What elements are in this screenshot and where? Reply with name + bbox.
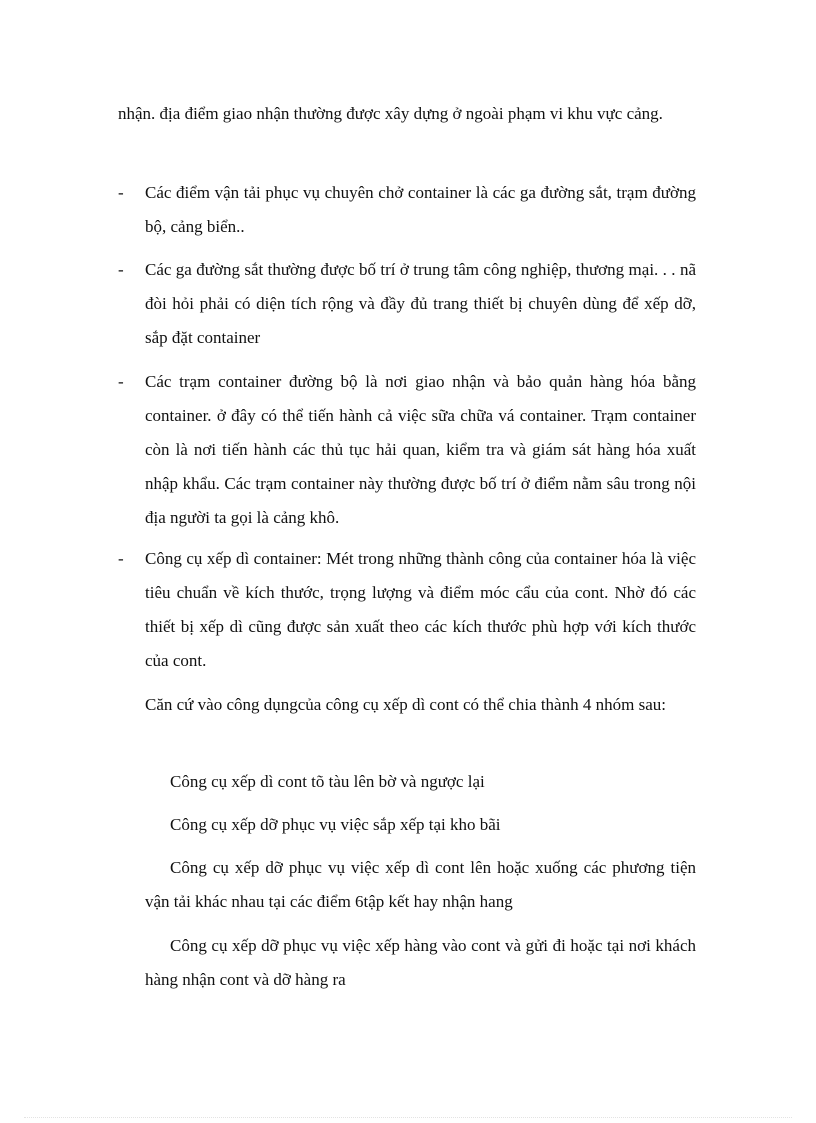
list-item-text: Công cụ xếp dì container: Mét trong những thành công của container hóa là việc tiêu chuẩn về kích thước, trọng lượng và điểm móc cẩu của cont. Nhờ đó các thiết bị xếp dì cũng được sản xuất theo các kích thước phù hợp với kích thước của cont. xyxy=(145,549,696,670)
group-item: Công cụ xếp dỡ phục vụ việc sắp xếp tại kho bãi xyxy=(170,815,501,834)
list-item xyxy=(118,176,696,244)
group-item: Công cụ xếp dỡ phục vụ việc xếp hàng vào cont và gửi đi hoặc tại nơi khách hàng nhận cont và dỡ hàng ra xyxy=(145,936,696,989)
list-item-text: Các ga đường sắt thường được bố trí ở trung tâm công nghiệp, thương mại. . . nã đòi hỏi phải có diện tích rộng và đầy đủ trang thiết bị chuyên dùng để xếp dỡ, sắp đặt container xyxy=(145,260,696,347)
list-item-text: Các trạm container đường bộ là nơi giao nhận và bảo quản hàng hóa bằng container. ở đây có thể tiến hành cả việc sữa chữa vá container. Trạm container còn là nơi tiến hành các thủ tục hải quan, kiểm tra và giám sát hàng hóa xuất nhập khẩu. Các trạm container này thường được bố trí ở điểm nằm sâu trong nội địa người ta gọi là cảng khô. xyxy=(145,372,696,527)
page-bottom-divider xyxy=(24,1117,792,1118)
group-item: Công cụ xếp dỡ phục vụ việc xếp dì cont lên hoặc xuống các phương tiện vận tải khác nhau tại các điểm 6tập kết hay nhận hang xyxy=(145,858,696,911)
list-item-text: Các điểm vận tải phục vụ chuyên chở container là các ga đường sắt, trạm đường bộ, cảng biển.. xyxy=(145,183,696,236)
bullet-dash: - xyxy=(118,260,124,279)
list-item xyxy=(118,542,696,678)
bullet-dash: - xyxy=(118,372,124,391)
groups-intro-paragraph: Căn cứ vào công dụngcủa công cụ xếp dì cont có thể chia thành 4 nhóm sau: xyxy=(145,695,666,714)
bullet-dash: - xyxy=(118,183,124,202)
bullet-dash: - xyxy=(118,549,124,568)
list-item xyxy=(118,253,696,355)
list-item xyxy=(118,365,696,535)
intro-paragraph: nhận. địa điểm giao nhận thường được xây dựng ở ngoài phạm vi khu vực cảng. xyxy=(118,104,663,123)
group-item: Công cụ xếp dì cont tõ tàu lên bờ và ngược lại xyxy=(170,772,485,791)
